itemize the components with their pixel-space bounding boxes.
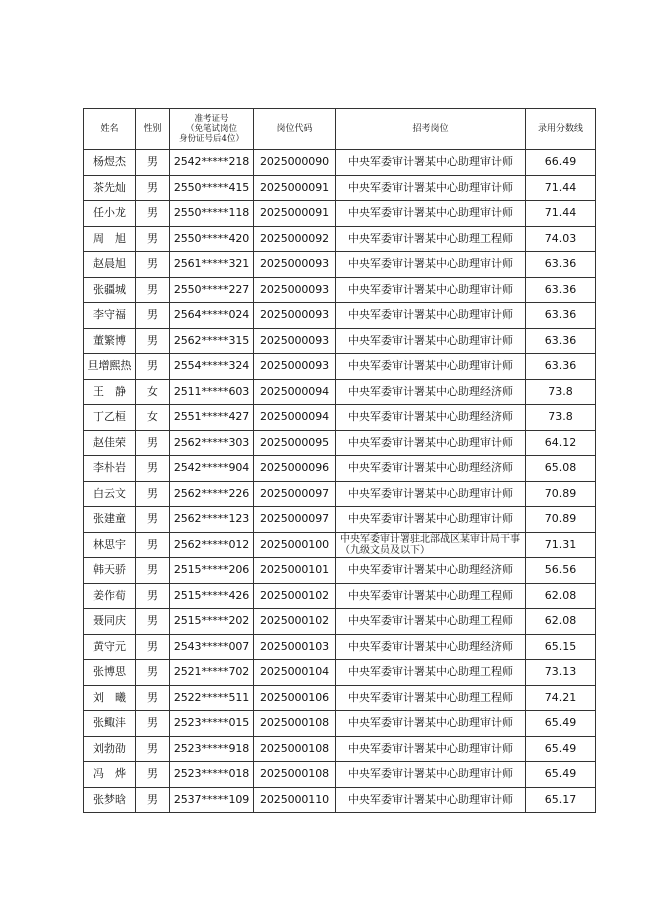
cell-exam-id: 2521*****702 (170, 660, 254, 686)
cell-position-code: 2025000094 (254, 405, 336, 431)
cell-exam-id: 2561*****321 (170, 252, 254, 278)
cell-score: 65.49 (526, 736, 596, 762)
cell-position-code: 2025000093 (254, 277, 336, 303)
cell-position-code: 2025000093 (254, 252, 336, 278)
cell-gender: 男 (136, 685, 170, 711)
cell-position: 中央军委审计署某中心助理工程师 (336, 660, 526, 686)
cell-position-code: 2025000108 (254, 711, 336, 737)
cell-score: 63.36 (526, 277, 596, 303)
cell-exam-id: 2522*****511 (170, 685, 254, 711)
cell-exam-id: 2564*****024 (170, 303, 254, 329)
cell-exam-id: 2551*****427 (170, 405, 254, 431)
cell-score: 71.44 (526, 175, 596, 201)
cell-exam-id: 2562*****012 (170, 532, 254, 558)
header-row (84, 109, 596, 150)
cell-exam-id: 2523*****918 (170, 736, 254, 762)
cell-name: 聂同庆 (84, 609, 136, 635)
cell-name: 王 静 (84, 379, 136, 405)
cell-position: 中央军委审计署某中心助理审计师 (336, 150, 526, 176)
cell-position: 中央军委审计署某中心助理工程师 (336, 685, 526, 711)
cell-name: 赵晨旭 (84, 252, 136, 278)
cell-name: 李朴岩 (84, 456, 136, 482)
cell-gender: 女 (136, 379, 170, 405)
table-row (84, 328, 596, 354)
cell-score: 63.36 (526, 354, 596, 380)
table-row (84, 507, 596, 533)
cell-position: 中央军委审计署某中心助理经济师 (336, 405, 526, 431)
cell-position-code: 2025000110 (254, 787, 336, 813)
cell-gender: 男 (136, 354, 170, 380)
cell-position-code: 2025000097 (254, 507, 336, 533)
table-row (84, 226, 596, 252)
cell-gender: 男 (136, 532, 170, 558)
cell-name: 张疆城 (84, 277, 136, 303)
cell-position: 中央军委审计署驻北部战区某审计局干事（九级文员及以下） (336, 532, 526, 558)
cell-exam-id: 2543*****007 (170, 634, 254, 660)
table-row (84, 430, 596, 456)
table-row (84, 150, 596, 176)
table-row (84, 558, 596, 584)
table-row (84, 787, 596, 813)
table-row (84, 354, 596, 380)
cell-gender: 男 (136, 558, 170, 584)
cell-gender: 男 (136, 762, 170, 788)
header-exam-id (170, 109, 254, 150)
table-row (84, 532, 596, 558)
cell-gender: 男 (136, 583, 170, 609)
cell-position-code: 2025000094 (254, 379, 336, 405)
table-header (84, 109, 596, 150)
cell-name: 冯 烨 (84, 762, 136, 788)
table-row (84, 762, 596, 788)
cell-exam-id: 2554*****324 (170, 354, 254, 380)
cell-name: 任小龙 (84, 201, 136, 227)
cell-position-code: 2025000104 (254, 660, 336, 686)
cell-name: 韩天骄 (84, 558, 136, 584)
cell-gender: 男 (136, 430, 170, 456)
cell-position: 中央军委审计署某中心助理审计师 (336, 711, 526, 737)
cell-position-code: 2025000091 (254, 201, 336, 227)
cell-position-code: 2025000093 (254, 354, 336, 380)
table-body (84, 150, 596, 813)
cell-score: 70.89 (526, 481, 596, 507)
cell-gender: 男 (136, 609, 170, 635)
cell-score: 73.13 (526, 660, 596, 686)
cell-position: 中央军委审计署某中心助理审计师 (336, 787, 526, 813)
cell-position: 中央军委审计署某中心助理审计师 (336, 507, 526, 533)
cell-score: 71.31 (526, 532, 596, 558)
cell-exam-id: 2562*****315 (170, 328, 254, 354)
table-row (84, 609, 596, 635)
cell-position-code: 2025000093 (254, 328, 336, 354)
cell-score: 63.36 (526, 303, 596, 329)
cell-position-code: 2025000096 (254, 456, 336, 482)
cell-score: 65.08 (526, 456, 596, 482)
table-row (84, 583, 596, 609)
cell-position: 中央军委审计署某中心助理经济师 (336, 558, 526, 584)
cell-position: 中央军委审计署某中心助理审计师 (336, 175, 526, 201)
cell-name: 周 旭 (84, 226, 136, 252)
cell-gender: 男 (136, 175, 170, 201)
table-row (84, 379, 596, 405)
cell-gender: 女 (136, 405, 170, 431)
cell-score: 71.44 (526, 201, 596, 227)
cell-position: 中央军委审计署某中心助理审计师 (336, 430, 526, 456)
cell-score: 74.21 (526, 685, 596, 711)
cell-position-code: 2025000108 (254, 762, 336, 788)
cell-exam-id: 2562*****123 (170, 507, 254, 533)
cell-score: 56.56 (526, 558, 596, 584)
cell-score: 66.49 (526, 150, 596, 176)
cell-name: 李守福 (84, 303, 136, 329)
cell-name: 杨煜杰 (84, 150, 136, 176)
table-row (84, 711, 596, 737)
cell-position-code: 2025000092 (254, 226, 336, 252)
cell-position-code: 2025000091 (254, 175, 336, 201)
header-name: 姓名 (84, 109, 136, 150)
cell-name: 张鲰沣 (84, 711, 136, 737)
header-gender: 性别 (136, 109, 170, 150)
cell-position-code: 2025000093 (254, 303, 336, 329)
cell-gender: 男 (136, 634, 170, 660)
results-table (83, 108, 596, 813)
cell-name: 张梦晗 (84, 787, 136, 813)
cell-score: 73.8 (526, 405, 596, 431)
cell-name: 刘 曦 (84, 685, 136, 711)
cell-score: 62.08 (526, 583, 596, 609)
cell-position: 中央军委审计署某中心助理审计师 (336, 303, 526, 329)
cell-exam-id: 2523*****015 (170, 711, 254, 737)
cell-gender: 男 (136, 736, 170, 762)
cell-gender: 男 (136, 201, 170, 227)
table-row (84, 201, 596, 227)
cell-gender: 男 (136, 456, 170, 482)
cell-score: 64.12 (526, 430, 596, 456)
cell-name: 茶先灿 (84, 175, 136, 201)
cell-exam-id: 2537*****109 (170, 787, 254, 813)
cell-position-code: 2025000102 (254, 583, 336, 609)
cell-position: 中央军委审计署某中心助理审计师 (336, 252, 526, 278)
cell-score: 63.36 (526, 328, 596, 354)
table-row (84, 660, 596, 686)
cell-name: 姜作荀 (84, 583, 136, 609)
cell-position: 中央军委审计署某中心助理审计师 (336, 481, 526, 507)
cell-name: 林思宇 (84, 532, 136, 558)
cell-gender: 男 (136, 507, 170, 533)
cell-exam-id: 2515*****426 (170, 583, 254, 609)
cell-exam-id: 2550*****227 (170, 277, 254, 303)
cell-position-code: 2025000108 (254, 736, 336, 762)
cell-position-code: 2025000101 (254, 558, 336, 584)
cell-position: 中央军委审计署某中心助理审计师 (336, 328, 526, 354)
table-row (84, 277, 596, 303)
cell-gender: 男 (136, 660, 170, 686)
cell-name: 旦增熙热 (84, 354, 136, 380)
cell-exam-id: 2550*****415 (170, 175, 254, 201)
cell-exam-id: 2562*****303 (170, 430, 254, 456)
cell-score: 70.89 (526, 507, 596, 533)
cell-position: 中央军委审计署某中心助理工程师 (336, 609, 526, 635)
cell-name: 丁乙桓 (84, 405, 136, 431)
cell-position-code: 2025000106 (254, 685, 336, 711)
cell-name: 刘勃劭 (84, 736, 136, 762)
cell-position: 中央军委审计署某中心助理经济师 (336, 634, 526, 660)
header-exam-id-line1: 准考证号 (194, 114, 229, 124)
cell-position-code: 2025000090 (254, 150, 336, 176)
header-position-code: 岗位代码 (254, 109, 336, 150)
cell-position-code: 2025000097 (254, 481, 336, 507)
cell-gender: 男 (136, 481, 170, 507)
cell-name: 张博思 (84, 660, 136, 686)
cell-score: 62.08 (526, 609, 596, 635)
cell-exam-id: 2550*****420 (170, 226, 254, 252)
cell-position: 中央军委审计署某中心助理审计师 (336, 354, 526, 380)
cell-exam-id: 2562*****226 (170, 481, 254, 507)
cell-score: 65.49 (526, 711, 596, 737)
cell-gender: 男 (136, 226, 170, 252)
cell-position-code: 2025000102 (254, 609, 336, 635)
table-row (84, 405, 596, 431)
table-row (84, 456, 596, 482)
cell-position-code: 2025000103 (254, 634, 336, 660)
cell-exam-id: 2550*****118 (170, 201, 254, 227)
cell-position: 中央军委审计署某中心助理审计师 (336, 736, 526, 762)
table-row (84, 736, 596, 762)
cell-gender: 男 (136, 277, 170, 303)
cell-exam-id: 2515*****202 (170, 609, 254, 635)
cell-position: 中央军委审计署某中心助理审计师 (336, 277, 526, 303)
cell-name: 赵佳荣 (84, 430, 136, 456)
cell-gender: 男 (136, 150, 170, 176)
header-score: 录用分数线 (526, 109, 596, 150)
cell-position: 中央军委审计署某中心助理工程师 (336, 583, 526, 609)
cell-name: 董繁博 (84, 328, 136, 354)
cell-position-code: 2025000100 (254, 532, 336, 558)
cell-score: 65.17 (526, 787, 596, 813)
cell-exam-id: 2515*****206 (170, 558, 254, 584)
cell-position-code: 2025000095 (254, 430, 336, 456)
cell-exam-id: 2542*****218 (170, 150, 254, 176)
table-row (84, 481, 596, 507)
header-exam-id-line3: 身份证号后4位） (179, 134, 244, 144)
cell-position: 中央军委审计署某中心助理经济师 (336, 456, 526, 482)
cell-gender: 男 (136, 303, 170, 329)
cell-score: 73.8 (526, 379, 596, 405)
cell-gender: 男 (136, 787, 170, 813)
cell-exam-id: 2523*****018 (170, 762, 254, 788)
cell-score: 65.49 (526, 762, 596, 788)
cell-score: 74.03 (526, 226, 596, 252)
cell-name: 张建童 (84, 507, 136, 533)
table-row (84, 175, 596, 201)
cell-exam-id: 2511*****603 (170, 379, 254, 405)
table-row (84, 634, 596, 660)
cell-gender: 男 (136, 252, 170, 278)
cell-position: 中央军委审计署某中心助理审计师 (336, 762, 526, 788)
table-row (84, 303, 596, 329)
header-exam-id-line2: （免笔试岗位 (185, 124, 237, 134)
cell-name: 白云文 (84, 481, 136, 507)
cell-gender: 男 (136, 328, 170, 354)
cell-name: 黄守元 (84, 634, 136, 660)
cell-score: 65.15 (526, 634, 596, 660)
table-row (84, 252, 596, 278)
header-position: 招考岗位 (336, 109, 526, 150)
cell-position: 中央军委审计署某中心助理审计师 (336, 201, 526, 227)
cell-gender: 男 (136, 711, 170, 737)
cell-exam-id: 2542*****904 (170, 456, 254, 482)
table-row (84, 685, 596, 711)
cell-score: 63.36 (526, 252, 596, 278)
cell-position: 中央军委审计署某中心助理工程师 (336, 226, 526, 252)
cell-position: 中央军委审计署某中心助理经济师 (336, 379, 526, 405)
